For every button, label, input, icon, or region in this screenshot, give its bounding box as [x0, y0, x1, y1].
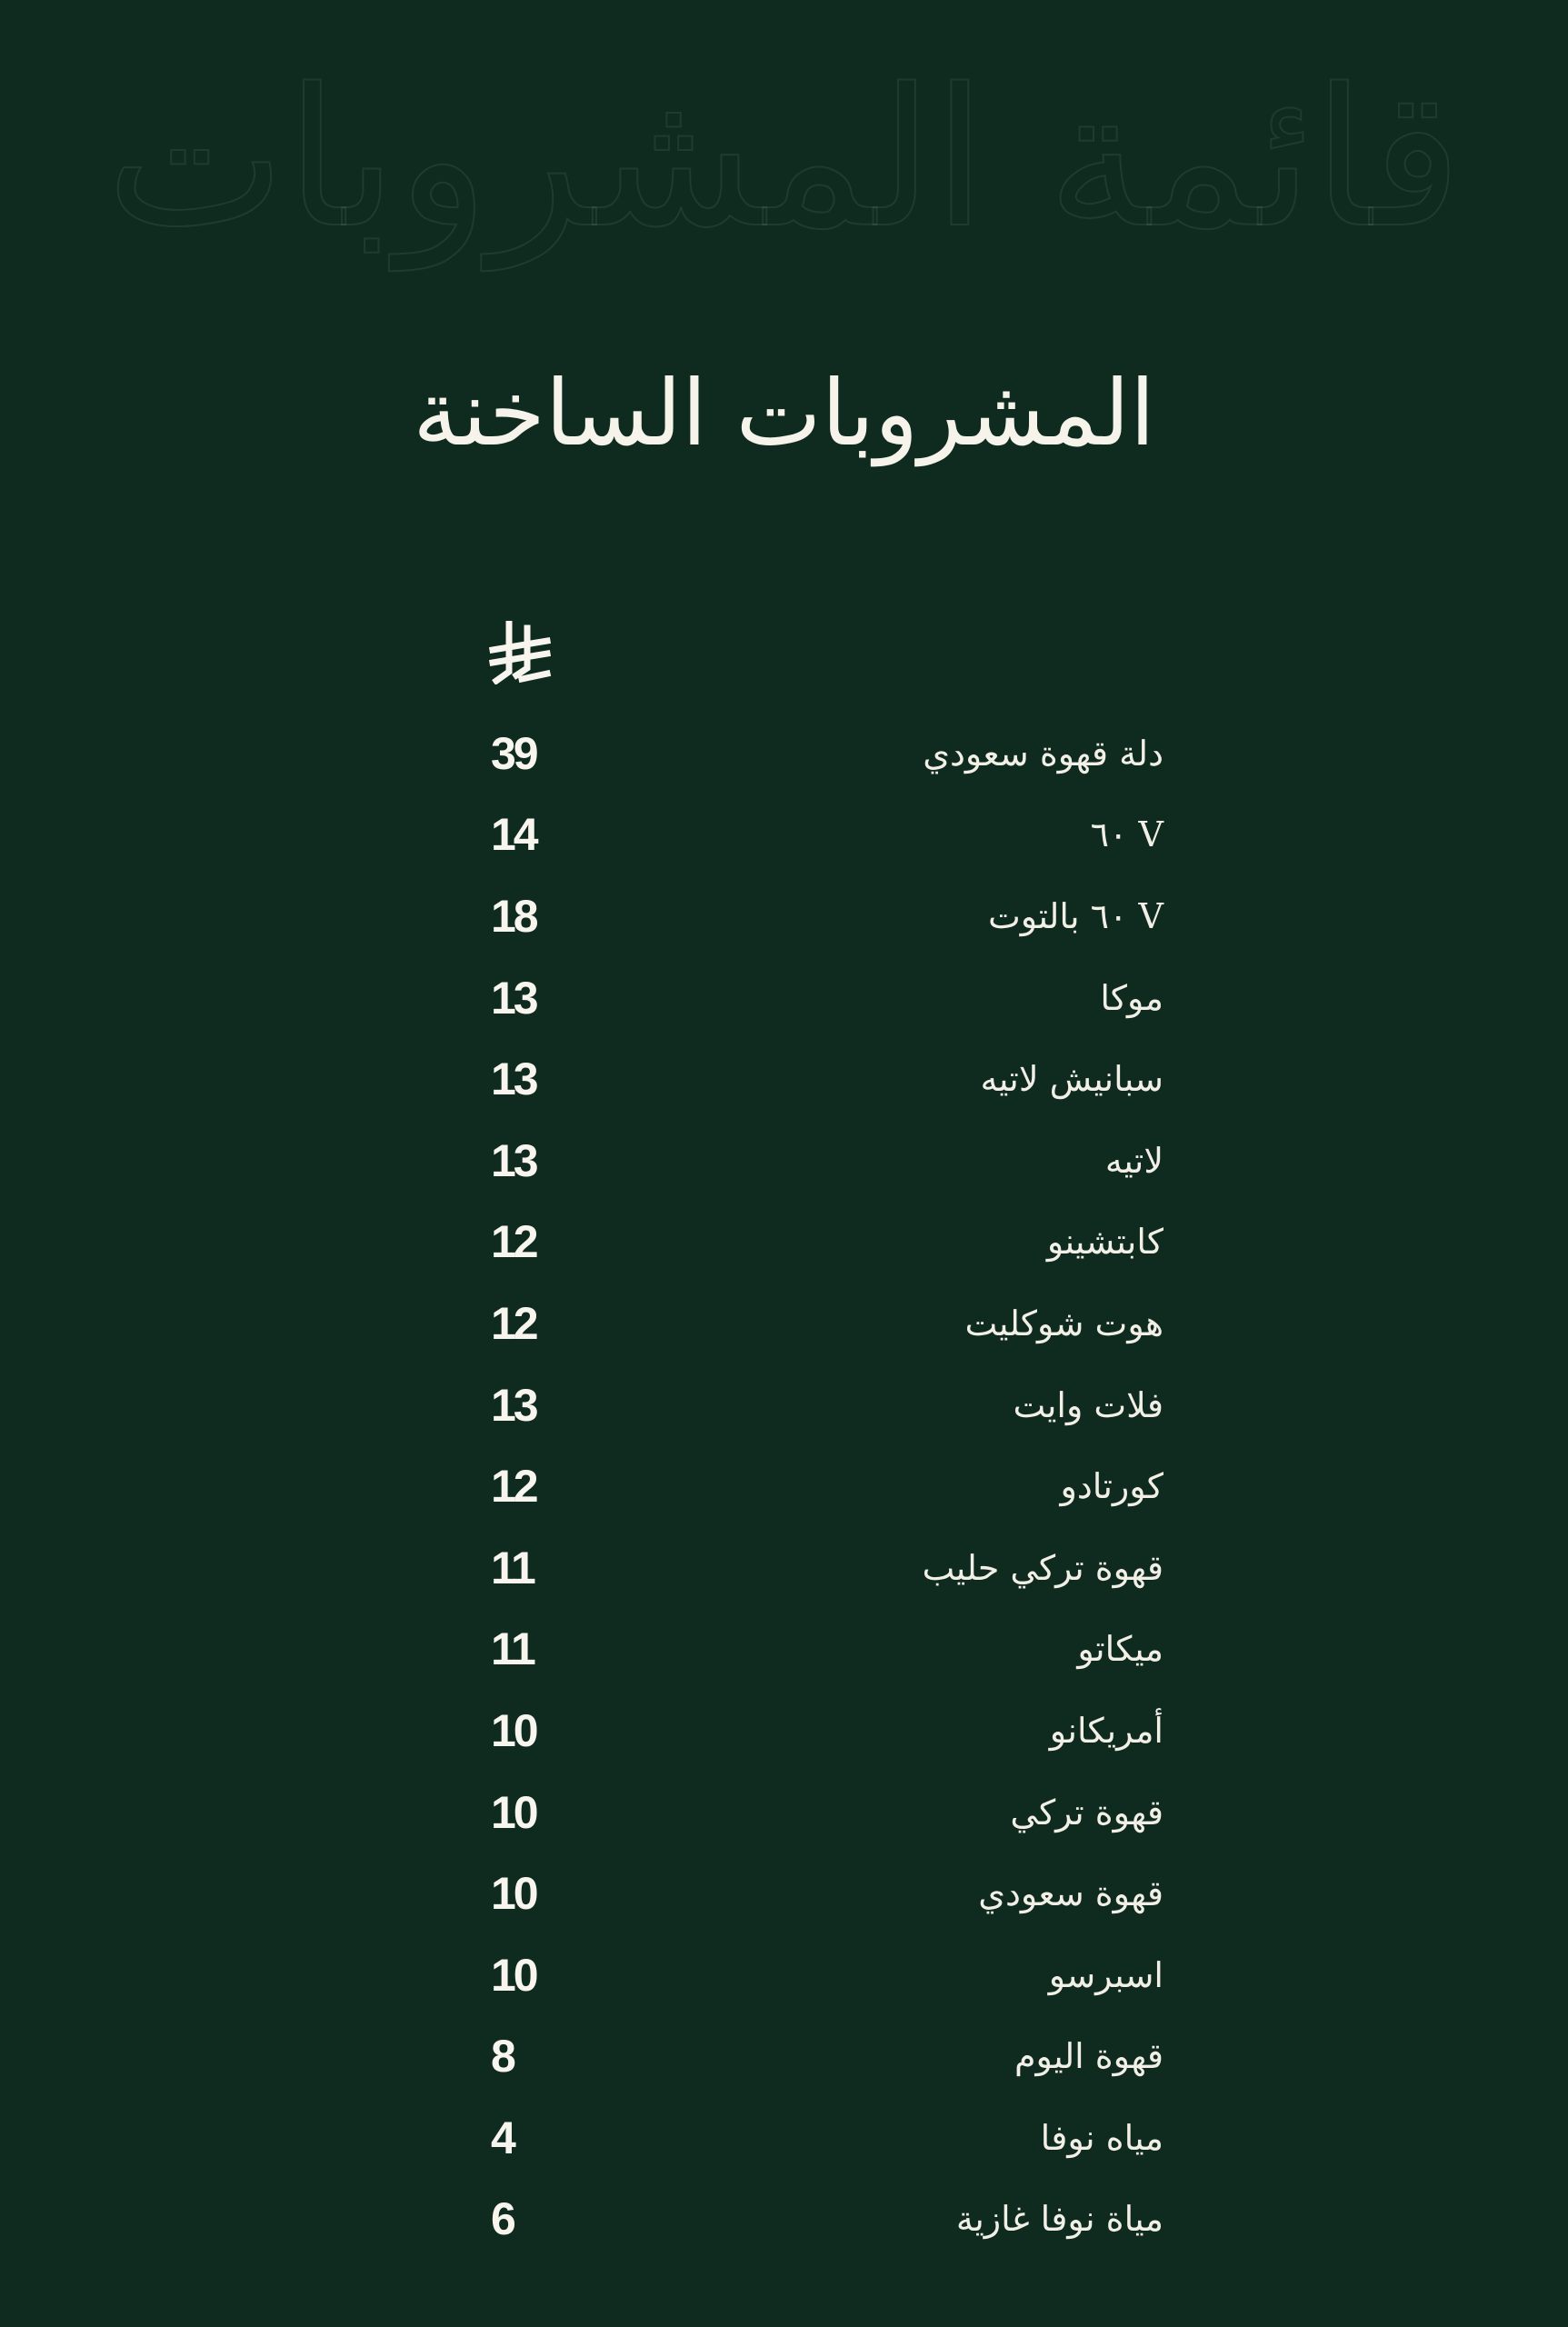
menu-item-name: لاتيه [1104, 1140, 1164, 1181]
section-title: المشروبات الساخنة [413, 360, 1155, 466]
menu-item-price: 8 [491, 2031, 514, 2082]
menu-item [491, 2097, 1164, 2179]
menu-item [491, 1934, 1164, 2016]
menu-item [491, 1772, 1164, 1853]
menu-item [491, 1120, 1164, 1202]
menu-item-price: 11 [491, 1542, 534, 1593]
menu-item-name: سبانيش لاتيه [980, 1059, 1164, 1100]
menu-item [491, 2016, 1164, 2098]
menu-item [491, 875, 1164, 957]
menu-item-name: ميكاتو [1077, 1629, 1164, 1670]
menu-watermark-title: قائمة المشروبات [105, 47, 1463, 270]
menu-item-price: 13 [491, 972, 536, 1024]
menu-item-name: موكا [1100, 977, 1164, 1018]
menu-item-name: فلات وايت [1013, 1384, 1164, 1425]
menu-item [491, 1202, 1164, 1283]
menu-item [491, 1364, 1164, 1446]
menu-item-name: قهوة تركي حليب [922, 1547, 1164, 1588]
saudi-riyal-icon [487, 621, 553, 684]
menu-item [491, 1853, 1164, 1934]
menu-item-price: 13 [491, 1054, 536, 1105]
menu-item-name: اسبرسو [1048, 1954, 1164, 1995]
menu-item-price: 12 [491, 1461, 536, 1513]
menu-item [491, 1609, 1164, 1691]
menu-item-price: 11 [491, 1623, 534, 1675]
menu-item-name: دلة قهوة سعودي [923, 733, 1164, 774]
menu-item-price: 14 [491, 809, 536, 861]
menu-item [491, 1038, 1164, 1120]
menu-item-name: قهوة تركي [1010, 1792, 1164, 1833]
menu-item-price: 4 [491, 2112, 514, 2163]
menu-item-name: كورتادو [1060, 1466, 1164, 1507]
menu-item [491, 1690, 1164, 1772]
menu-item-price: 12 [491, 1216, 536, 1268]
menu-item [491, 2179, 1164, 2261]
menu-item-price: 10 [491, 1868, 536, 1920]
menu-item [491, 1445, 1164, 1527]
menu-item-price: 13 [491, 1134, 536, 1186]
menu-item-name: مياه نوفا [1040, 2117, 1164, 2158]
menu-item [491, 957, 1164, 1039]
menu-item-name: قهوة اليوم [1014, 2036, 1164, 2077]
menu-item [491, 713, 1164, 794]
menu-item-name: كابتشينو [1046, 1222, 1164, 1263]
menu-item-name: قهوة سعودي [978, 1873, 1164, 1914]
menu-item-price: 10 [491, 1786, 536, 1838]
menu-item [491, 1283, 1164, 1364]
menu-item-name: مياة نوفا غازية [955, 2199, 1164, 2240]
menu-item-name: V ٦٠ [1090, 814, 1164, 855]
menu-item-price: 10 [491, 1704, 536, 1756]
menu-item-price: 39 [491, 727, 536, 779]
menu-item-price: 12 [491, 1297, 536, 1349]
menu-item-name: V ٦٠ بالتوت [987, 895, 1164, 936]
menu-item-price: 10 [491, 1949, 536, 2001]
menu-item [491, 794, 1164, 876]
menu-item-price: 13 [491, 1379, 536, 1431]
menu-item-name: هوت شوكليت [964, 1303, 1164, 1343]
menu-item-price: 6 [491, 2193, 514, 2245]
menu-item [491, 1527, 1164, 1609]
menu-item-name: أمريكانو [1049, 1710, 1164, 1751]
menu-item-price: 18 [491, 890, 536, 942]
menu-items-list [491, 713, 1164, 2260]
